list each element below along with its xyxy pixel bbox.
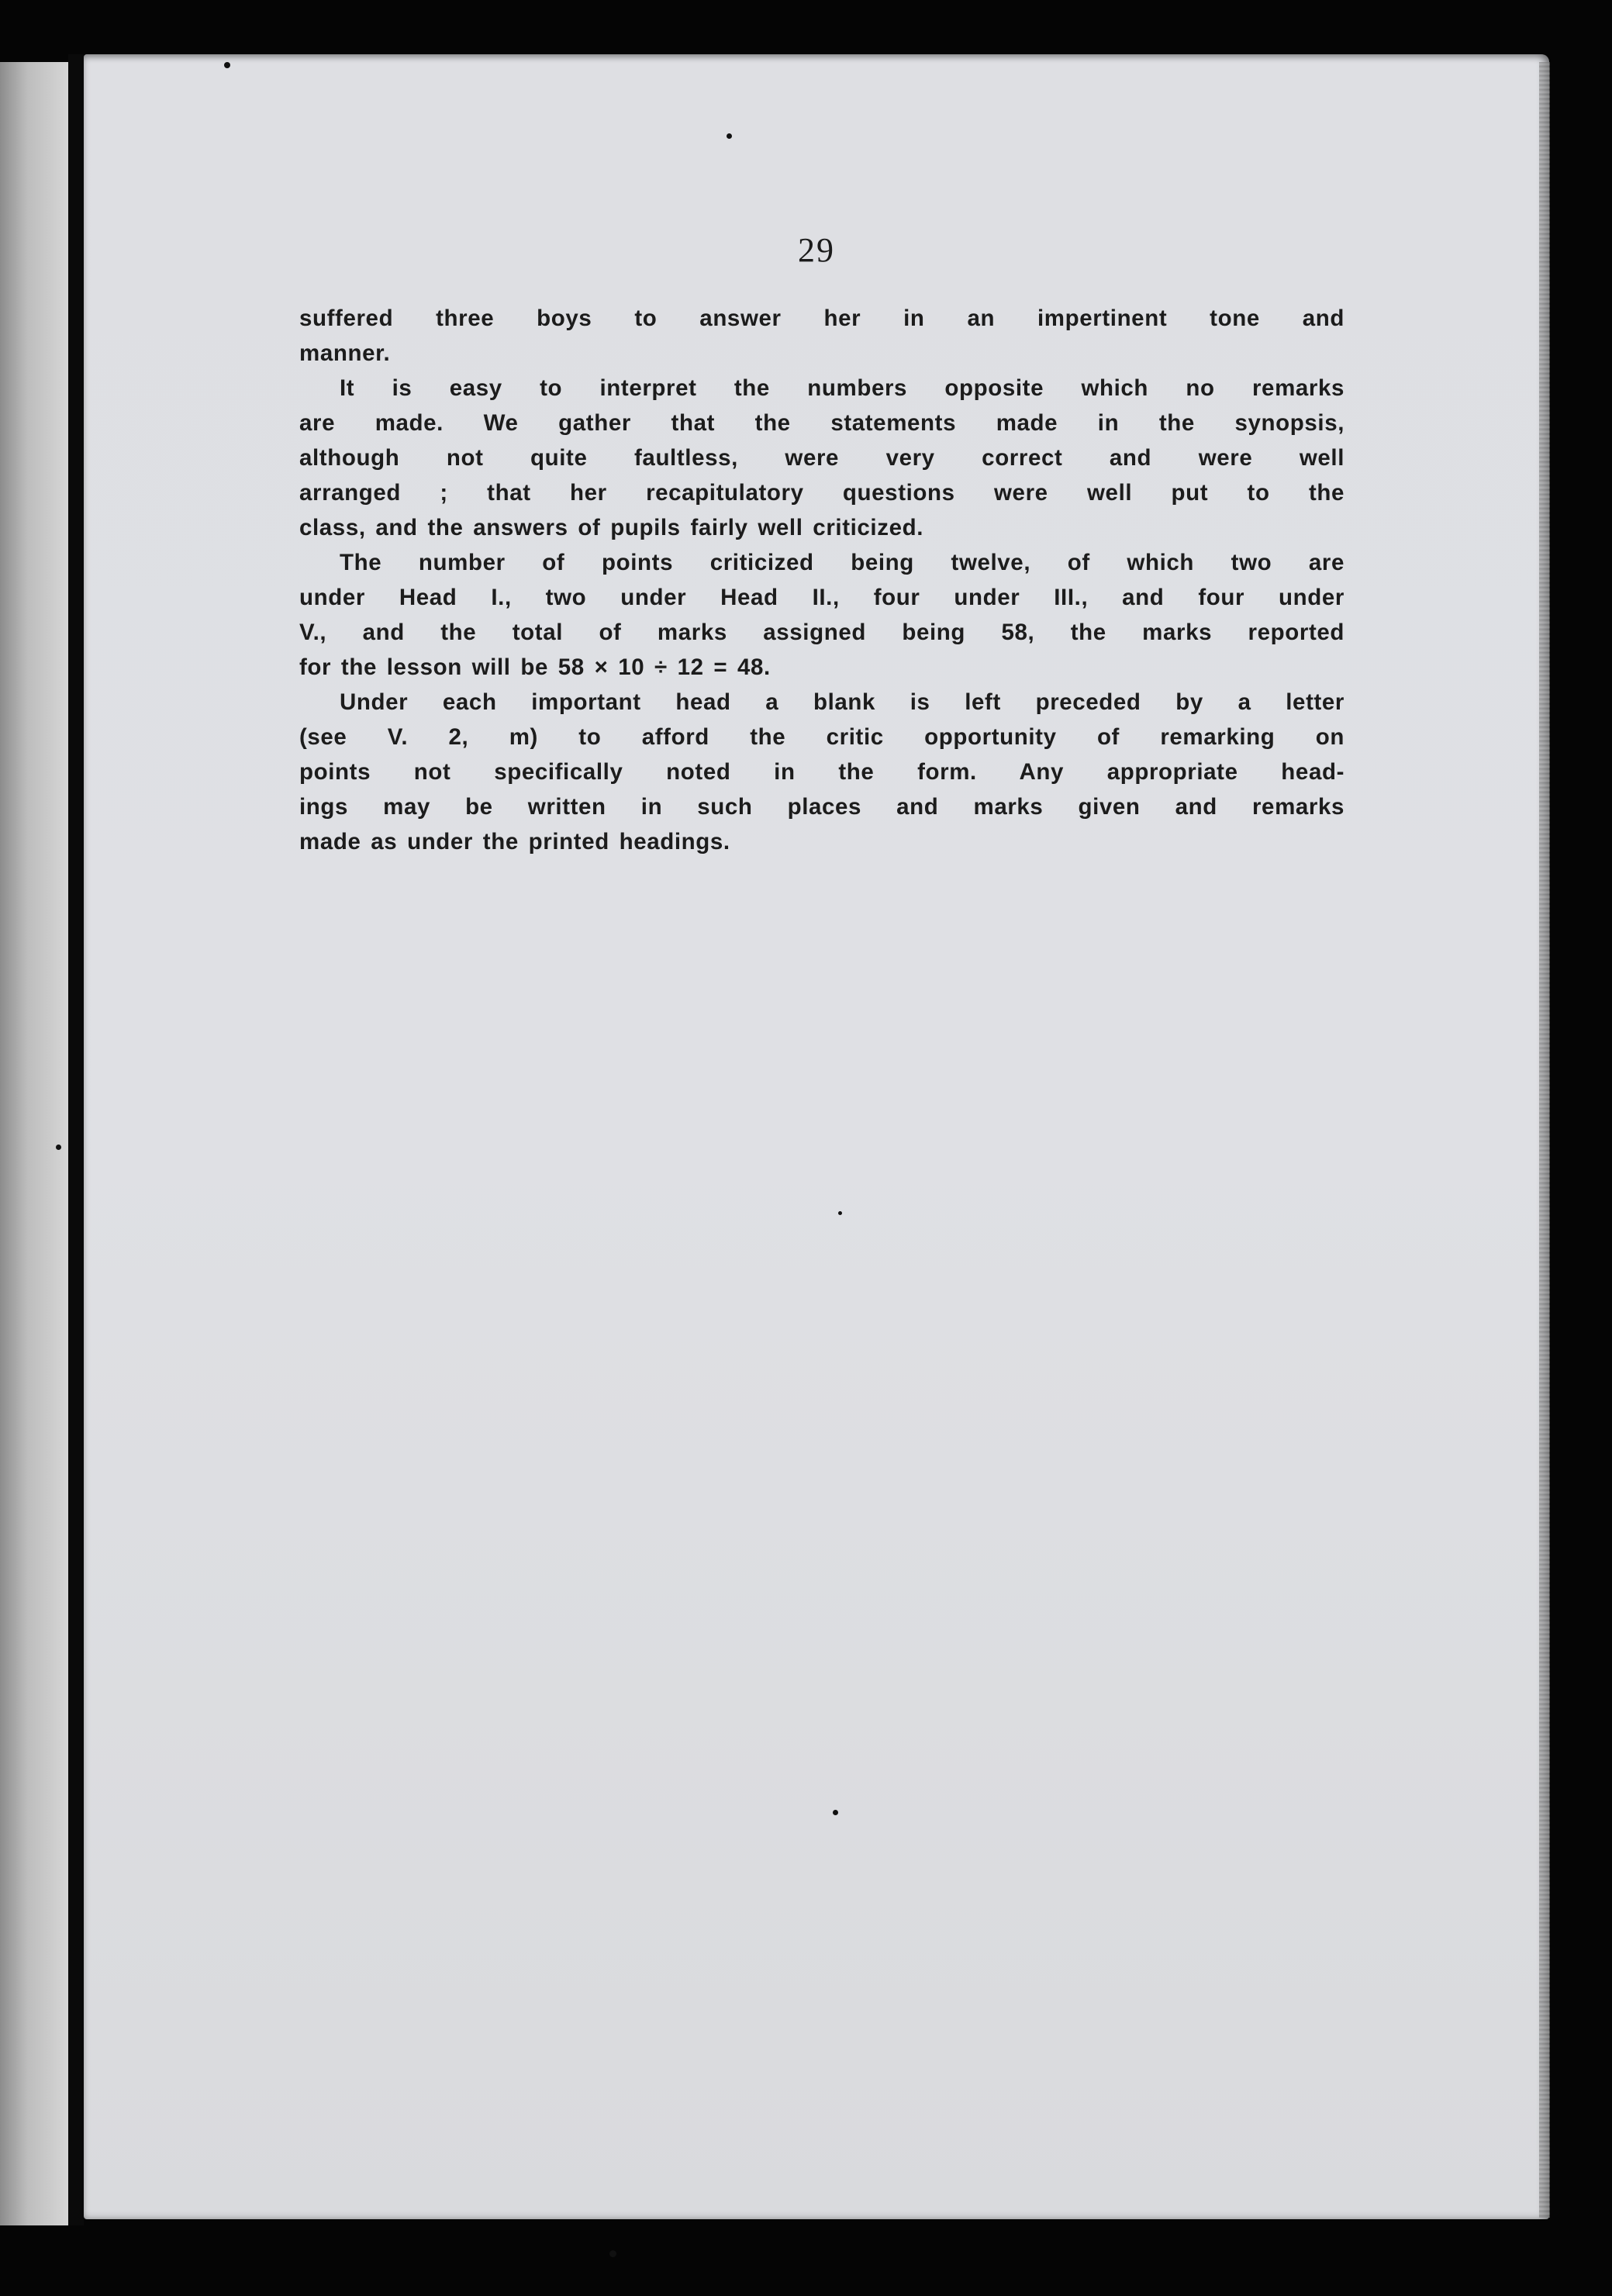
text-line: although not quite faultless, were very correct and were well bbox=[299, 445, 1344, 471]
text-line: class, and the answers of pupils fairly well criticized. bbox=[299, 515, 923, 540]
text-line: It is easy to interpret the numbers opposite which no remarks bbox=[340, 375, 1344, 401]
text-line: V., and the total of marks assigned being 58, the marks reported bbox=[299, 620, 1344, 645]
paragraph-1 bbox=[299, 301, 1344, 371]
scan-speck bbox=[609, 2250, 616, 2257]
text-line: points not specifically noted in the form. Any appropriate head- bbox=[299, 759, 1344, 785]
text-line: manner. bbox=[299, 340, 391, 366]
left-page-edge bbox=[0, 62, 68, 2225]
text-line: ings may be written in such places and marks given and remarks bbox=[299, 794, 1344, 820]
scan-speck bbox=[727, 133, 732, 139]
text-line: for the lesson will be 58 × 10 ÷ 12 = 48. bbox=[299, 654, 771, 680]
paragraph-2 bbox=[299, 371, 1344, 545]
paragraph-3 bbox=[299, 545, 1344, 685]
scan-speck bbox=[833, 1810, 838, 1815]
right-page-edge bbox=[1539, 62, 1550, 2218]
text-line: The number of points criticized being twelve, of which two are bbox=[340, 550, 1344, 575]
text-line: (see V. 2, m) to afford the critic opportunity of remarking on bbox=[299, 724, 1344, 750]
book-gutter bbox=[68, 54, 84, 2225]
scan-speck bbox=[838, 1211, 842, 1215]
book-page bbox=[84, 54, 1549, 2219]
text-line: Under each important head a blank is left preceded by a letter bbox=[340, 689, 1344, 715]
body-text bbox=[299, 301, 1344, 859]
paragraph-4 bbox=[299, 685, 1344, 859]
scan-speck bbox=[56, 1145, 61, 1150]
scan-speck bbox=[224, 62, 230, 68]
text-line: under Head I., two under Head II., four under III., and four under bbox=[299, 585, 1344, 610]
text-line: arranged ; that her recapitulatory questions were well put to the bbox=[299, 480, 1344, 506]
page-number: 29 bbox=[798, 231, 835, 269]
text-line: suffered three boys to answer her in an impertinent tone and bbox=[299, 306, 1344, 331]
text-line: are made. We gather that the statements made in the synopsis, bbox=[299, 410, 1344, 436]
text-line: made as under the printed headings. bbox=[299, 829, 730, 855]
